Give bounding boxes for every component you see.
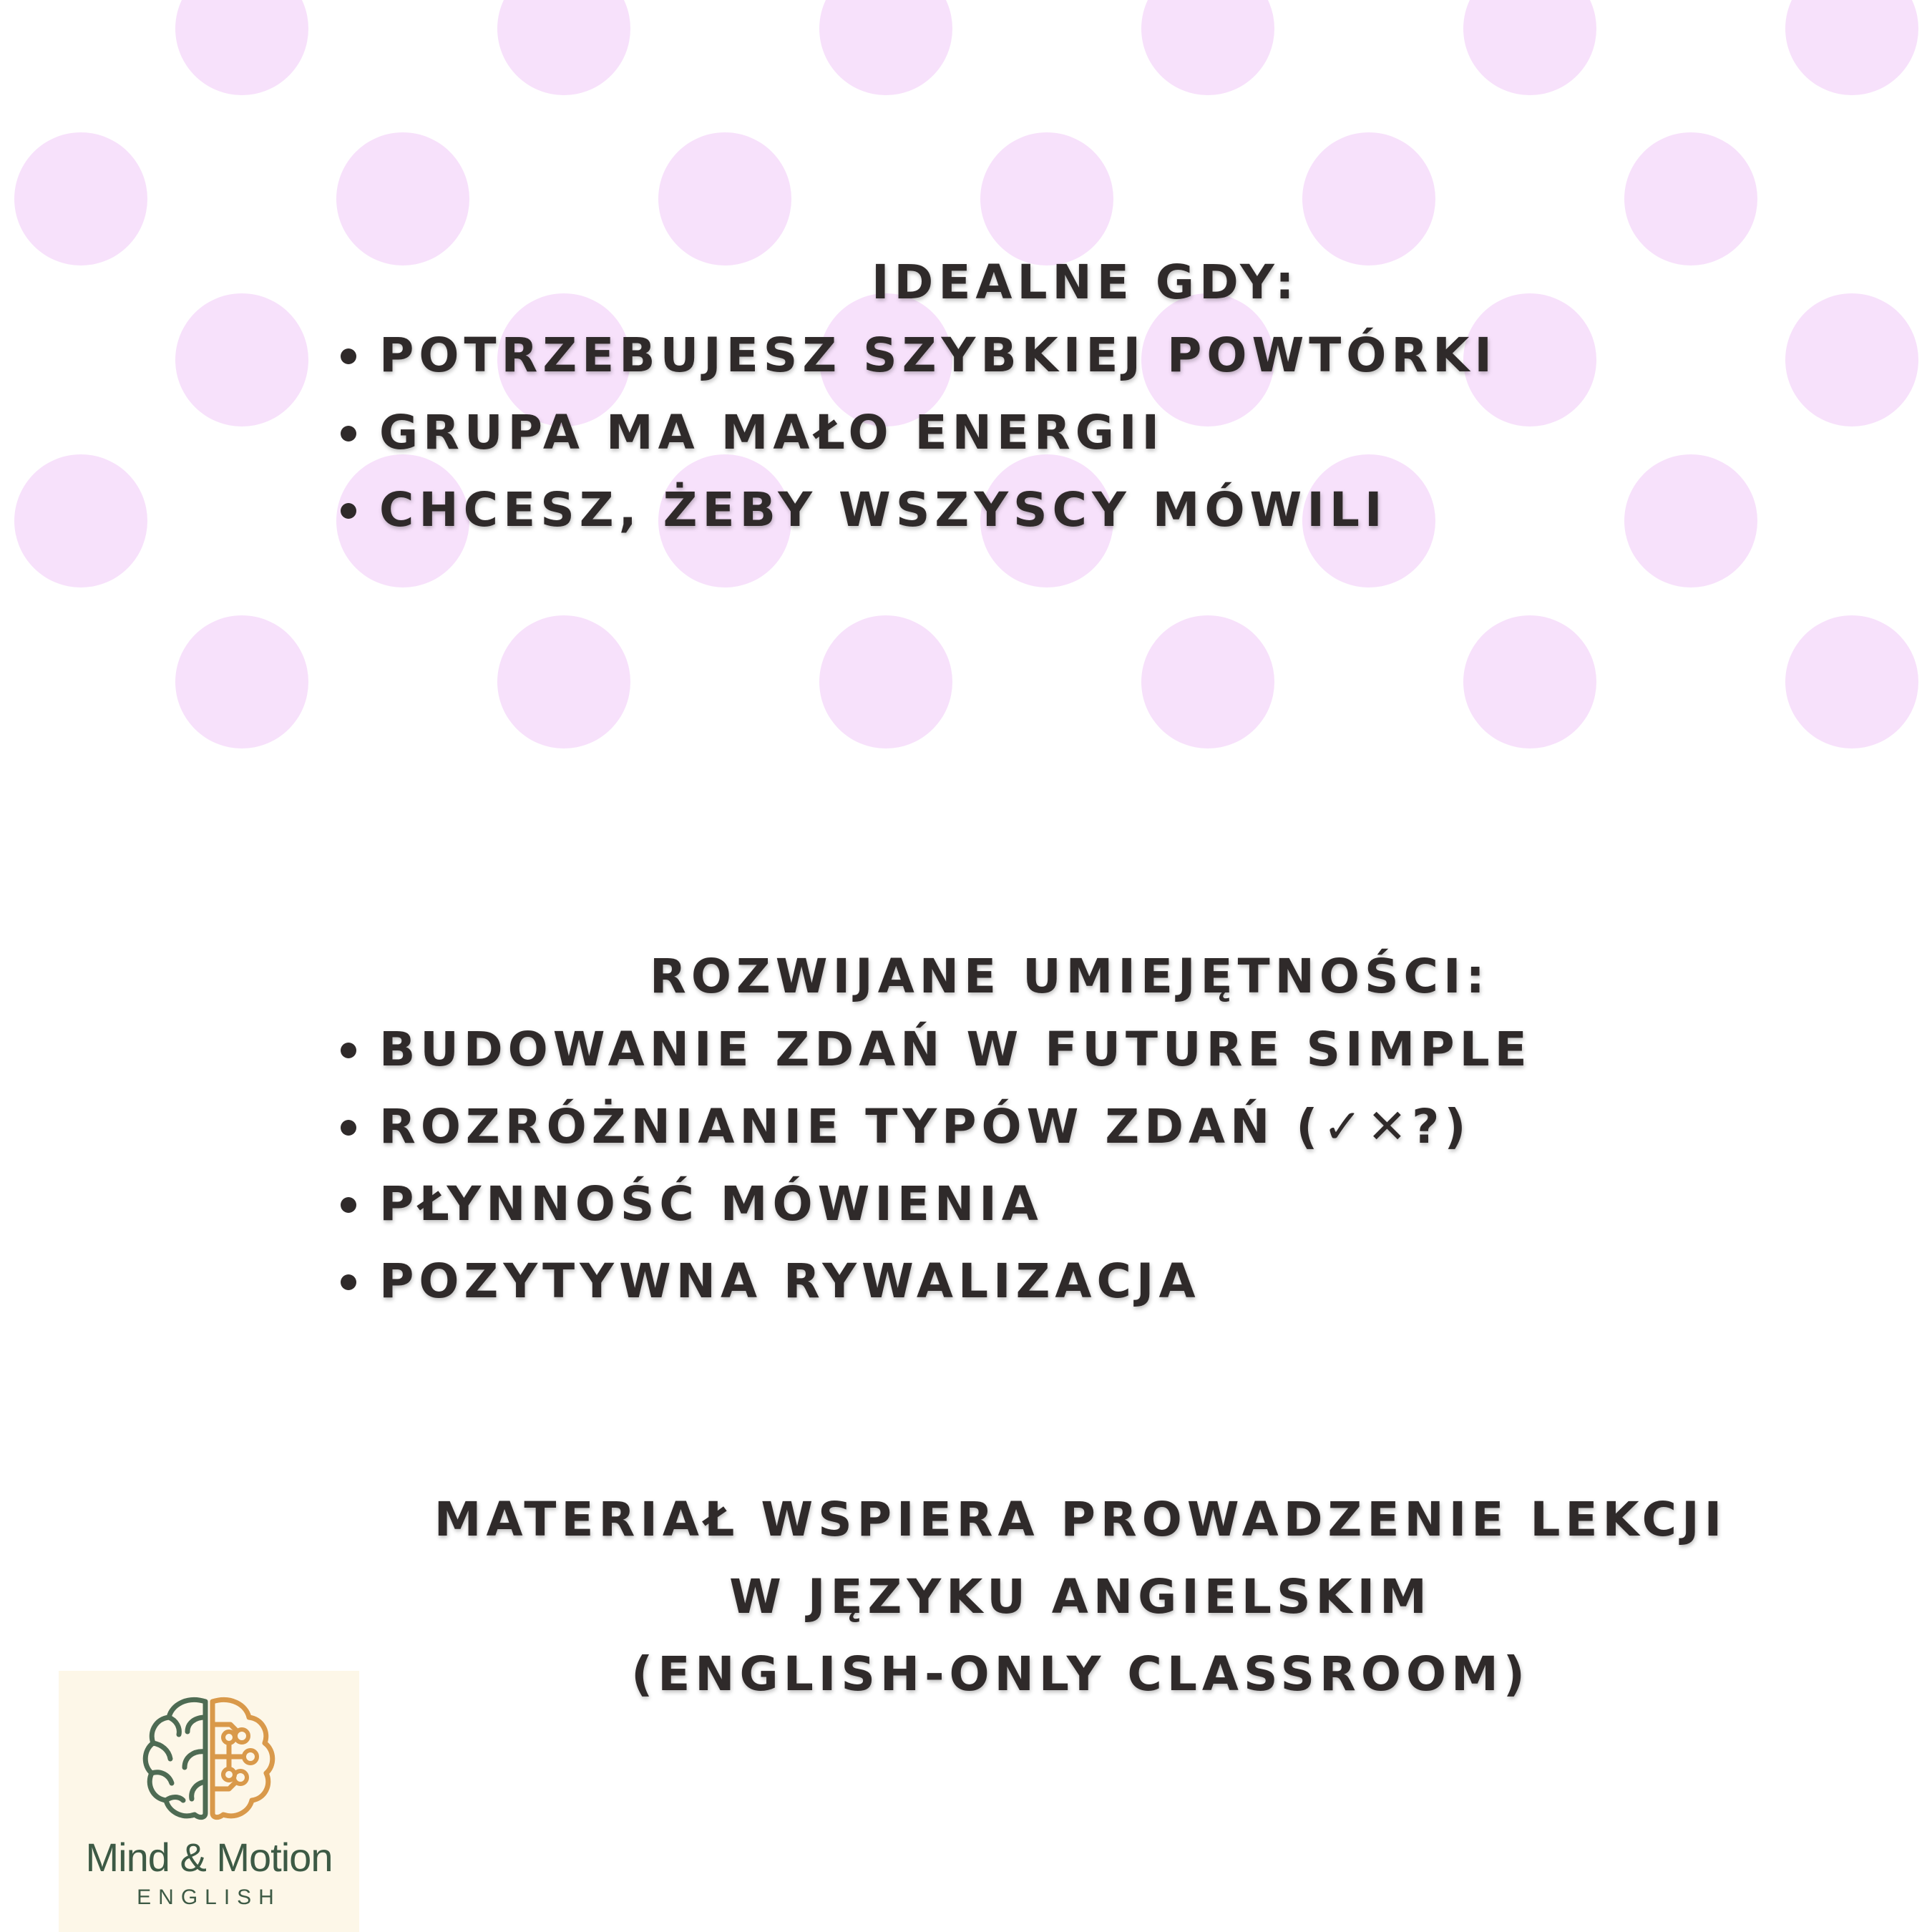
polka-dot	[1624, 132, 1757, 265]
support-note-line: MATERIAŁ WSPIERA PROWADZENIE LEKCJI	[434, 1492, 1727, 1547]
bullet-icon	[341, 426, 356, 441]
bullet-icon	[341, 1197, 356, 1213]
list-item-text: POTRZEBUJESZ SZYBKIEJ POWTÓRKI	[379, 328, 1497, 383]
polka-dot	[1785, 0, 1918, 95]
brand-logo	[59, 1671, 359, 1932]
ideal-when-list	[379, 317, 1497, 549]
list-item-text: PŁYNNOŚĆ MÓWIENIA	[379, 1176, 1043, 1231]
polka-dot	[980, 132, 1113, 265]
polka-dot	[1141, 615, 1274, 748]
skills-list	[379, 1011, 1532, 1320]
polka-dot	[819, 615, 952, 748]
list-item	[379, 1166, 1532, 1243]
support-note-line: (ENGLISH-ONLY CLASSROOM)	[631, 1646, 1530, 1702]
polka-dot	[819, 0, 952, 95]
bullet-icon	[341, 1120, 356, 1136]
polka-dot	[497, 0, 630, 95]
polka-dot	[1785, 615, 1918, 748]
skills-heading: ROZWIJANE UMIEJĘTNOŚCI:	[650, 949, 1490, 1004]
skills-section	[0, 948, 1932, 1335]
polka-dot	[658, 132, 791, 265]
polka-dot	[1141, 0, 1274, 95]
ideal-when-section	[0, 254, 1932, 555]
list-item-text: BUDOWANIE ZDAŃ W FUTURE SIMPLE	[379, 1022, 1532, 1077]
list-item	[379, 1011, 1532, 1088]
polka-dot	[175, 0, 308, 95]
bullet-icon	[341, 1274, 356, 1290]
logo-subtitle: ENGLISH	[137, 1885, 281, 1909]
polka-dot	[1463, 0, 1596, 95]
list-item	[379, 1088, 1532, 1166]
list-item-text: ROZRÓŻNIANIE TYPÓW ZDAŃ (✓✕?)	[379, 1099, 1471, 1154]
polka-dot	[1463, 615, 1596, 748]
bullet-icon	[341, 1043, 356, 1058]
support-note-line: W JĘZYKU ANGIELSKIM	[729, 1569, 1432, 1624]
brain-icon	[137, 1689, 280, 1832]
polka-dot	[14, 132, 147, 265]
list-item-text: POZYTYWNA RYWALIZACJA	[379, 1254, 1201, 1309]
list-item-text: GRUPA MA MAŁO ENERGII	[379, 405, 1165, 460]
list-item	[379, 1243, 1532, 1320]
polka-dot	[497, 615, 630, 748]
ideal-when-heading: IDEALNE GDY:	[872, 255, 1299, 310]
logo-name: Mind & Motion	[85, 1835, 333, 1880]
polka-dot	[175, 615, 308, 748]
polka-dot	[1302, 132, 1435, 265]
bullet-icon	[341, 348, 356, 364]
list-item	[379, 472, 1497, 549]
list-item	[379, 317, 1497, 394]
list-item-text: CHCESZ, ŻEBY WSZYSCY MÓWILI	[379, 482, 1387, 537]
list-item	[379, 394, 1497, 472]
polka-dot	[336, 132, 469, 265]
bullet-icon	[341, 503, 356, 519]
